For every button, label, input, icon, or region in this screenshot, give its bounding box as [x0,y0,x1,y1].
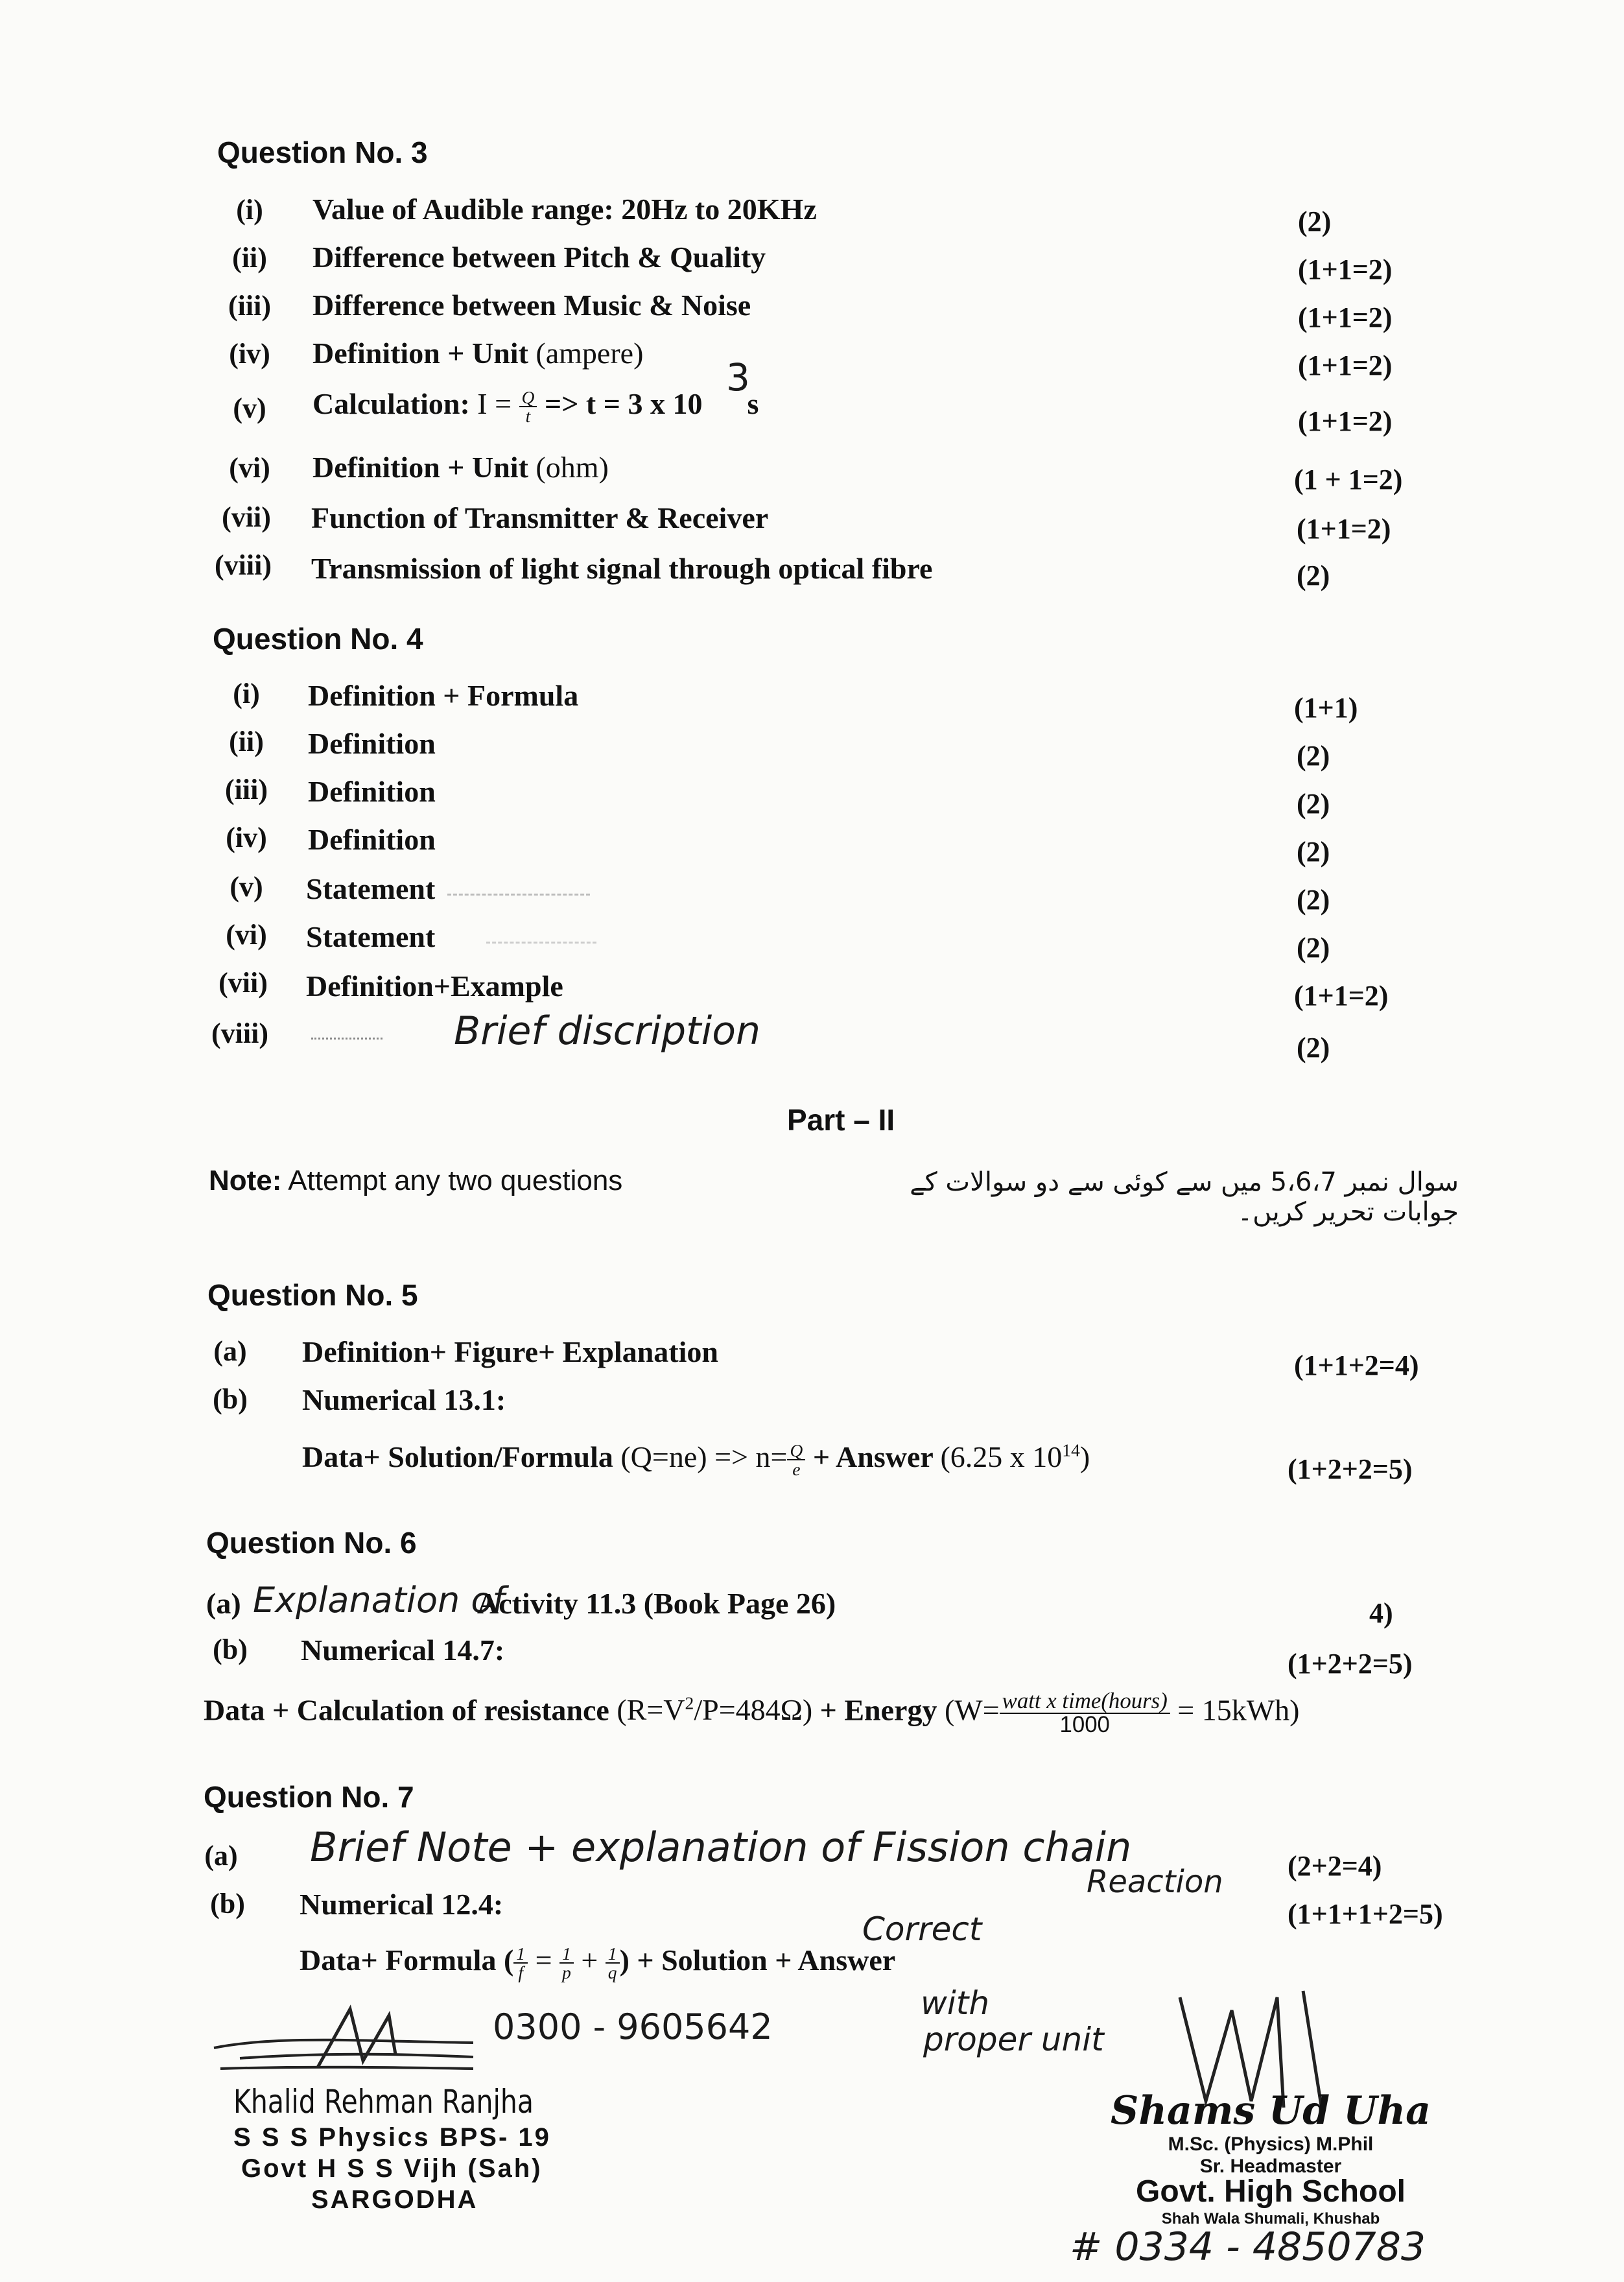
one-over-q [606,1945,620,1982]
q5-b-solution-line [302,1440,1090,1479]
fraction-numerator: 1 [513,1945,528,1964]
note-text: Attempt any two questions [288,1165,623,1196]
q5-b-num: (b) [213,1383,248,1415]
q6-b-marks: (1+2+2=5) [1288,1648,1413,1680]
q4-item-marks: (2) [1297,884,1330,916]
q3-item-text-extra: (ohm) [535,451,609,484]
q3-item-text: Function of Transmitter & Receiver [311,501,769,534]
stamp-school: Govt. High School [1136,2174,1406,2209]
q3-item-marks: (1+1=2) [1298,350,1393,381]
q3-item-text [312,450,609,484]
q3-item-marks: (1 + 1=2) [1294,464,1403,495]
q3-item-marks: (1+1=2) [1298,254,1393,285]
resistance-formula [617,1693,812,1726]
fraction-denominator: t [525,406,531,427]
signatory-designation: S S S Physics BPS- 19 [233,2123,551,2152]
resistance-formula-end: /P=484Ω) [694,1693,813,1727]
q4-item-num: (viii) [211,1017,268,1049]
q5-a-marks: (1+1+2=4) [1294,1349,1419,1381]
calc-label: Calculation: [312,387,470,420]
energy-label: + Energy [819,1693,937,1727]
q3-item-text: Difference between Pitch & Quality [312,241,766,274]
q3-item-marks: (2) [1298,206,1332,237]
calc-formula-start: I = [477,387,512,420]
q4-item-marks: (2) [1297,932,1330,964]
energy-result: = 15kWh) [1177,1693,1300,1727]
data-formula-label: Data+ Formula ( [300,1943,514,1977]
urdu-instruction: سوال نمبر 5،6،7 میں سے کوئی سے دو سوالات کے جوابات تحریر کریں۔ [910,1167,1459,1227]
fraction-numerator: 1 [559,1945,574,1964]
handwritten-proper-unit: proper unit [923,2021,1104,2058]
handwritten-reaction: Reaction [1087,1864,1223,1900]
faded-text-smudge [486,942,596,944]
q3-item-text: Difference between Music & Noise [312,289,751,322]
handwritten-left-phone: 0300 - 9605642 [493,2006,773,2047]
q3-item-num: (ii) [232,242,267,274]
q5-b-text: Numerical 13.1: [302,1383,506,1416]
fraction-numerator: Q [519,388,537,408]
stamp-designation: Sr. Headmaster [1199,2156,1342,2177]
fraction-numerator: watt x time(hours) [1000,1690,1170,1714]
q6-b-text: Numerical 14.7: [301,1634,505,1667]
q3-item-text-extra: (ampere) [535,337,644,370]
stamp-qualification: M.Sc. (Physics) M.Phil [1168,2133,1374,2155]
q-over-t-fraction [519,388,537,425]
q4-item-marks: (2) [1297,740,1330,772]
q6-b-num: (b) [213,1634,248,1665]
handwritten-correct: Correct [862,1910,982,1948]
answer-mantissa: (6.25 x 10 [940,1440,1063,1473]
q5-a-text: Definition+ Figure+ Explanation [302,1335,718,1368]
note-label: Note: [209,1165,282,1196]
q3-item-num: (iii) [228,290,271,322]
energy-formula-start: (W= [944,1693,1000,1727]
q3-item-text [312,386,759,425]
q4-item-marks: (2) [1297,836,1330,868]
handwritten-with: with [921,1984,990,2022]
handwritten-right-phone: # 0334 - 4850783 [1070,2224,1426,2270]
q3-item-num: (vi) [229,452,270,484]
q5-a-num: (a) [213,1335,247,1367]
part-ii-title: Part – II [787,1103,895,1137]
q3-item-text [312,336,643,370]
q4-item-text: Definition [308,727,436,760]
q4-item-num: (i) [233,678,260,709]
q3-item-text-main: Definition + Unit [312,337,528,370]
q3-item-marks: (1+1=2) [1298,405,1393,437]
q7-a-marks: (2+2=4) [1288,1850,1382,1882]
q4-item-marks: (1+1=2) [1294,980,1389,1012]
q3-item-text: Transmission of light signal through optical fibre [311,552,933,585]
answer-close: ) [1079,1440,1090,1473]
handwritten-fission-note: Brief Note + explanation of Fission chain [310,1824,1132,1871]
stamp-name: Shams Ud Uha [1111,2088,1431,2133]
fraction-denominator: q [607,1962,617,1983]
equals-sign: = [535,1943,552,1977]
q4-item-text: Statement [306,872,436,905]
q3-item-num: (vii) [222,501,271,533]
calc-unit: s [747,387,759,420]
data-solution-label: Data+ Solution/Formula [302,1440,613,1473]
calc-resistance-label: Data + Calculation of resistance [204,1693,609,1727]
fraction-denominator: p [562,1962,571,1983]
q4-item-text: Definition [308,823,436,856]
q4-title: Question No. 4 [213,622,423,656]
signatory-school: Govt H S S Vijh (Sah) [241,2154,543,2183]
q3-item-marks: (1+1=2) [1297,513,1391,545]
solution-answer-label: ) + Solution + Answer [619,1943,896,1977]
q7-a-num: (a) [204,1840,238,1872]
q5-title: Question No. 5 [207,1278,418,1312]
calc-result: => t = 3 x 10 [544,387,703,420]
q7-b-marks: (1+1+1+2=5) [1288,1898,1443,1930]
q7-b-num: (b) [210,1888,245,1919]
q5-b-marks: (1+2+2=5) [1288,1453,1413,1485]
q6-a-marks: 4) [1369,1597,1393,1629]
signatory-name: Khalid Rehman Ranjha [233,2083,534,2121]
faded-text-smudge [311,1038,382,1040]
q3-item-marks: (1+1=2) [1298,302,1393,333]
q4-item-text: Definition + Formula [308,679,579,712]
q4-item-num: (v) [229,871,263,903]
q3-item-num: (v) [233,392,266,424]
q7-b-text: Numerical 12.4: [300,1888,504,1921]
q4-item-text: Definition [308,775,436,808]
q3-item-num: (iv) [229,338,270,370]
resistance-formula-start: (R=V [617,1693,685,1727]
fraction-numerator: 1 [606,1945,620,1964]
q4-item-marks: (2) [1297,788,1330,820]
plus-sign: + [581,1943,598,1977]
q4-item-text: Definition+Example [306,969,563,1003]
handwritten-brief-description: Brief discription [454,1008,760,1054]
one-over-p [559,1945,574,1982]
q4-item-num: (vi) [226,919,267,951]
faded-text-smudge [447,894,590,896]
signatory-city: SARGODHA [311,2185,478,2214]
q3-item-text-main: Definition + Unit [312,451,528,484]
fraction-numerator: Q [787,1442,805,1461]
answer-label: + Answer [812,1440,933,1473]
energy-fraction [1000,1690,1170,1737]
q6-a-num: (a) [206,1587,241,1620]
q6-title: Question No. 6 [206,1526,417,1560]
stamp-address: Shah Wala Shumali, Khushab [1161,2210,1380,2228]
fraction-denominator: 1000 [1059,1711,1110,1737]
q4-item-marks: (1+1) [1294,692,1358,724]
handwritten-explanation-of: Explanation of [253,1580,505,1621]
q6-solution-line [204,1690,1299,1737]
q3-item-num: (i) [236,194,263,226]
q4-item-marks: (2) [1297,1032,1330,1064]
q3-item-text: Value of Audible range: 20Hz to 20KHz [312,193,817,226]
q3-item-num: (viii) [215,549,272,581]
handwritten-exponent: 3 [726,355,750,399]
q7-formula-line [300,1943,895,1982]
part-ii-note [209,1165,622,1197]
q3-title: Question No. 3 [217,136,428,169]
one-over-f [513,1945,528,1982]
formula-start: (Q=ne) => n= [620,1440,788,1473]
q4-item-num: (iv) [226,822,267,853]
q4-item-text: Statement [306,920,436,953]
q4-item-num: (vii) [218,967,268,999]
q4-item-num: (iii) [225,774,268,805]
fraction-denominator: e [792,1459,801,1480]
answer-exponent: 14 [1062,1440,1080,1460]
q7-title: Question No. 7 [204,1780,414,1814]
q6-a-text: Activity 11.3 (Book Page 26) [477,1587,836,1620]
q4-item-num: (ii) [229,726,264,757]
resistance-exponent: 2 [685,1693,694,1714]
fraction-denominator: f [518,1962,523,1983]
answer-value [940,1440,1090,1473]
q3-item-marks: (2) [1297,560,1330,591]
q-over-e-fraction [787,1442,805,1479]
